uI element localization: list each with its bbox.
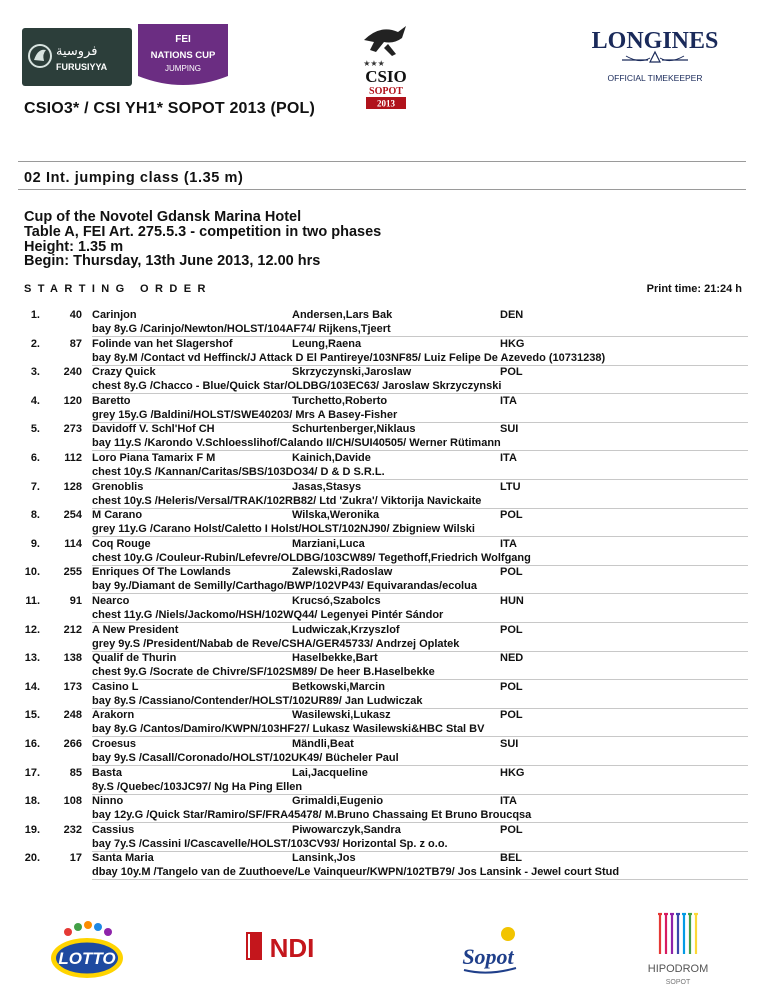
- list-item: [18, 309, 748, 338]
- entry-horse: Croesus: [92, 737, 137, 750]
- entry-info: bay 9y./Diamant de Semilly/Carthago/BWP/102VP43/ Equivarandas/ecolua: [92, 580, 477, 593]
- entry-horse: Ninno: [92, 795, 124, 808]
- entry-bib: 138: [63, 652, 82, 665]
- entry-info: bay 9y.S /Casall/Coronado/HOLST/102UK49/ Bücheler Paul: [92, 751, 399, 764]
- list-item: [18, 624, 748, 653]
- entry-info: bay 8y.S /Cassiano/Contender/HOLST/102UR89/ Jan Ludwiczak: [92, 694, 423, 707]
- entry-rider: Mändli,Beat: [292, 737, 354, 750]
- entry-num: 2.: [30, 337, 40, 350]
- longines-wordmark: LONGINES: [591, 28, 719, 54]
- entry-rider: Skrzyczynski,Jaroslaw: [292, 366, 412, 379]
- entry-horse: Davidoff V. Schl'Hof CH: [92, 423, 215, 436]
- lotto-logo: [48, 918, 126, 982]
- entry-num: 14.: [24, 680, 40, 693]
- entry-horse: Coq Rouge: [92, 537, 151, 550]
- entry-bib: 173: [63, 680, 82, 693]
- entry-num: 11.: [25, 594, 40, 607]
- entry-info: bay 8y.G /Carinjo/Newton/HOLST/104AF74/ Rijkens,Tjeert: [92, 323, 391, 335]
- divider: [18, 161, 746, 162]
- entry-horse: Casino L: [92, 680, 139, 693]
- entry-bib: 255: [63, 566, 82, 579]
- starting-order-list: [18, 309, 748, 881]
- list-item: [18, 709, 748, 738]
- entry-nat: SUI: [500, 737, 519, 750]
- entry-bib: 114: [64, 537, 82, 550]
- entry-nat: ITA: [500, 394, 517, 407]
- competition-begin: Begin: Thursday, 13th June 2013, 12.00 hrs: [24, 253, 321, 270]
- entry-nat: POL: [500, 680, 523, 693]
- starting-order-heading: STARTING ORDER: [24, 283, 212, 295]
- csio-year: 2013: [377, 98, 395, 109]
- entry-horse: Grenoblis: [92, 480, 144, 493]
- hipodrom-logo: [636, 910, 720, 990]
- entry-info: grey 11y.G /Carano Holst/Caletto I Holst/HOLST/102NJ90/ Zbigniew Wilski: [92, 523, 475, 536]
- list-item: [18, 538, 748, 567]
- entry-num: 15.: [24, 709, 40, 722]
- entry-nat: DEN: [500, 309, 524, 321]
- official-timekeeper: OFFICIAL TIMEKEEPER: [607, 73, 703, 83]
- entry-horse: Nearco: [92, 594, 130, 607]
- entry-nat: POL: [500, 623, 523, 636]
- entry-horse: Enriques Of The Lowlands: [92, 566, 231, 579]
- ndi-text: NDI: [269, 933, 315, 963]
- entry-info: bay 7y.S /Cassini I/Cascavelle/HOLST/103CV93/ Horizontal Sp. z o.o.: [92, 837, 448, 850]
- list-item: [18, 652, 748, 681]
- entry-horse: M Carano: [92, 509, 143, 522]
- sopot-logo: [456, 924, 526, 980]
- entry-rider: Leung,Raena: [292, 337, 362, 350]
- nations-cup-logo: [134, 20, 232, 92]
- entry-info: dbay 10y.M /Tangelo van de Zuuthoeve/Le Vainqueur/KWPN/102TB79/ Jos Lansink - Jewel court Stud: [92, 866, 620, 879]
- entry-bib: 40: [69, 309, 82, 321]
- entry-nat: POL: [500, 823, 523, 836]
- entry-nat: HKG: [500, 766, 525, 779]
- furusiyya-logo: [22, 28, 132, 86]
- entry-bib: 232: [63, 823, 82, 836]
- entry-nat: POL: [500, 566, 523, 579]
- entry-rider: Lai,Jacqueline: [292, 766, 368, 779]
- list-item: [18, 566, 748, 595]
- fei-label: FEI: [175, 34, 191, 45]
- entry-bib: 87: [69, 337, 82, 350]
- entry-nat: POL: [500, 709, 523, 722]
- hipodrom-text: HIPODROM: [647, 963, 709, 975]
- list-item: [18, 824, 748, 853]
- entry-nat: HKG: [500, 337, 525, 350]
- entry-bib: 91: [69, 594, 82, 607]
- entry-info: grey 15y.G /Baldini/HOLST/SWE40203/ Mrs A Basey-Fisher: [92, 408, 398, 421]
- furusiyya-arabic: فروسية: [56, 44, 98, 59]
- entry-bib: 248: [63, 709, 82, 722]
- entry-rider: Lansink,Jos: [292, 852, 356, 865]
- list-item: [18, 481, 748, 510]
- entry-rider: Wasilewski,Lukasz: [292, 709, 391, 722]
- entry-rider: Jasas,Stasys: [292, 480, 362, 493]
- entry-info: chest 8y.G /Chacco - Blue/Quick Star/OLDBG/103EC63/ Jaroslaw Skrzyczynski: [92, 380, 502, 393]
- csio-stars: ★★★: [363, 59, 385, 68]
- competition-name: Cup of the Novotel Gdansk Marina Hotel: [24, 209, 302, 225]
- lotto-text: LOTTO: [58, 949, 116, 968]
- entry-rider: Grimaldi,Eugenio: [292, 795, 384, 808]
- entry-info: 8y.S /Quebec/103JC97/ Ng Ha Ping Ellen: [92, 780, 303, 793]
- entry-num: 16.: [24, 737, 40, 750]
- entry-rider: Haselbekke,Bart: [292, 652, 378, 665]
- entry-num: 9.: [30, 537, 40, 550]
- entry-info: grey 9y.S /President/Nabab de Reve/CSHA/GER45733/ Andrzej Oplatek: [92, 637, 460, 650]
- entry-rider: Turchetto,Roberto: [292, 394, 388, 407]
- entry-info: chest 9y.G /Socrate de Chivre/SF/102SM89/ De heer B.Haselbekke: [92, 666, 435, 679]
- entry-rider: Piwowarczyk,Sandra: [292, 823, 401, 836]
- entry-info: chest 10y.S /Kannan/Caritas/SBS/103DO34/ D & D S.R.L.: [92, 465, 385, 478]
- entry-rider: Marziani,Luca: [292, 537, 365, 550]
- entry-bib: 128: [63, 480, 82, 493]
- entry-bib: 254: [63, 509, 82, 522]
- entry-horse: Carinjon: [92, 309, 137, 321]
- furusiyya-text: FURUSIYYA: [56, 62, 108, 72]
- entry-horse: Santa Maria: [92, 852, 154, 865]
- entry-bib: 85: [69, 766, 82, 779]
- entry-info: bay 12y.G /Quick Star/Ramiro/SF/FRA45478/ M.Bruno Chassaing Et Bruno Broucqsa: [92, 809, 532, 822]
- entry-info: bay 8y.M /Contact vd Heffinck/J Attack D El Pantireye/103NF85/ Luiz Felipe De Azevedo (10731238): [92, 351, 606, 364]
- divider: [18, 189, 746, 190]
- entry-rider: Betkowski,Marcin: [292, 680, 385, 693]
- entry-horse: Crazy Quick: [92, 366, 156, 379]
- entry-nat: ITA: [500, 537, 517, 550]
- competition-details: [24, 210, 381, 269]
- print-time: Print time: 21:24 h: [646, 283, 742, 295]
- entry-info: bay 8y.G /Cantos/Damiro/KWPN/103HF27/ Lukasz Wasilewski&HBC Stal BV: [92, 723, 485, 736]
- list-item: [18, 681, 748, 710]
- entry-num: 8.: [30, 509, 40, 522]
- csio-name: CSIO: [365, 67, 407, 86]
- entry-nat: POL: [500, 366, 523, 379]
- list-item: [18, 852, 748, 881]
- entry-bib: 108: [63, 795, 82, 808]
- entry-nat: ITA: [500, 451, 517, 464]
- entry-horse: Cassius: [92, 823, 135, 836]
- entry-rider: Kainich,Davide: [292, 451, 371, 464]
- hipodrom-city: SOPOT: [665, 979, 691, 986]
- list-item: [18, 795, 748, 824]
- entry-horse: Arakorn: [92, 709, 135, 722]
- entry-info: chest 10y.S /Heleris/Versal/TRAK/102RB82/ Ltd 'Zukra'/ Viktorija Navickaite: [92, 494, 482, 507]
- entry-nat: POL: [500, 509, 523, 522]
- competition-table: Table A, FEI Art. 275.5.3 - competition in two phases: [24, 223, 382, 240]
- entry-horse: Folinde van het Slagershof: [92, 337, 233, 350]
- entry-num: 20.: [24, 852, 40, 865]
- sopot-text: Sopot: [462, 944, 514, 969]
- entry-num: 19.: [24, 823, 40, 836]
- nations-cup-label: NATIONS CUP: [150, 50, 216, 61]
- entry-num: 1.: [30, 309, 40, 321]
- list-item: [18, 509, 748, 538]
- csio-city: SOPOT: [369, 86, 403, 97]
- list-item: [18, 395, 748, 424]
- entry-num: 17.: [24, 766, 40, 779]
- entry-rider: Wilska,Weronika: [292, 509, 380, 522]
- entry-nat: LTU: [500, 480, 521, 493]
- entry-num: 5.: [30, 423, 40, 436]
- entry-num: 13.: [24, 652, 40, 665]
- class-title: 02 Int. jumping class (1.35 m): [24, 170, 244, 186]
- entry-bib: 120: [63, 394, 82, 407]
- entry-rider: Krucsó,Szabolcs: [292, 594, 381, 607]
- list-item: [18, 423, 748, 452]
- list-item: [18, 595, 748, 624]
- entry-num: 10.: [24, 566, 40, 579]
- entry-bib: 17: [69, 852, 82, 865]
- longines-logo: [570, 28, 740, 94]
- entry-info: bay 11y.S /Karondo V.Schloesslihof/Calando II/CH/SUI40505/ Werner Rütimann: [92, 437, 501, 450]
- entry-horse: Qualif de Thurin: [92, 652, 177, 665]
- entry-bib: 240: [63, 366, 82, 379]
- ndi-logo: [244, 926, 328, 966]
- entry-num: 4.: [30, 394, 40, 407]
- entry-num: 3.: [30, 366, 40, 379]
- entry-nat: NED: [500, 652, 524, 665]
- entry-num: 7.: [30, 480, 40, 493]
- entry-bib: 112: [64, 451, 82, 464]
- entry-num: 18.: [24, 795, 40, 808]
- entry-horse: Loro Piana Tamarix F M: [92, 451, 216, 464]
- row-divider: [92, 879, 748, 880]
- entry-rider: Zalewski,Radoslaw: [292, 566, 393, 579]
- entry-bib: 266: [63, 737, 82, 750]
- entry-nat: HUN: [500, 594, 524, 607]
- csio-sopot-logo: [350, 22, 422, 110]
- entry-rider: Andersen,Lars Bak: [292, 309, 393, 321]
- event-title: CSIO3* / CSI YH1* SOPOT 2013 (POL): [24, 100, 316, 117]
- entry-nat: BEL: [500, 852, 522, 865]
- entry-horse: Baretto: [92, 394, 131, 407]
- entry-rider: Schurtenberger,Niklaus: [292, 423, 416, 436]
- competition-height: Height: 1.35 m: [24, 238, 124, 255]
- entry-nat: ITA: [500, 795, 517, 808]
- entry-info: chest 10y.G /Couleur-Rubin/Lefevre/OLDBG/103CW89/ Tegethoff,Friedrich Wolfgang: [92, 551, 531, 564]
- list-item: [18, 767, 748, 796]
- entry-bib: 273: [63, 423, 82, 436]
- list-item: [18, 738, 748, 767]
- jumping-label: JUMPING: [165, 64, 201, 73]
- list-item: [18, 338, 748, 367]
- entry-bib: 212: [63, 623, 82, 636]
- entry-horse: A New President: [92, 623, 179, 636]
- entry-info: chest 11y.G /Niels/Jackomo/HSH/102WQ44/ Legenyei Pintér Sándor: [92, 608, 444, 621]
- entry-num: 6.: [30, 451, 40, 464]
- list-item: [18, 452, 748, 481]
- entry-nat: SUI: [500, 423, 519, 436]
- list-item: [18, 366, 748, 395]
- entry-horse: Basta: [92, 766, 122, 779]
- entry-num: 12.: [24, 623, 40, 636]
- entry-rider: Ludwiczak,Krzyszlof: [292, 623, 400, 636]
